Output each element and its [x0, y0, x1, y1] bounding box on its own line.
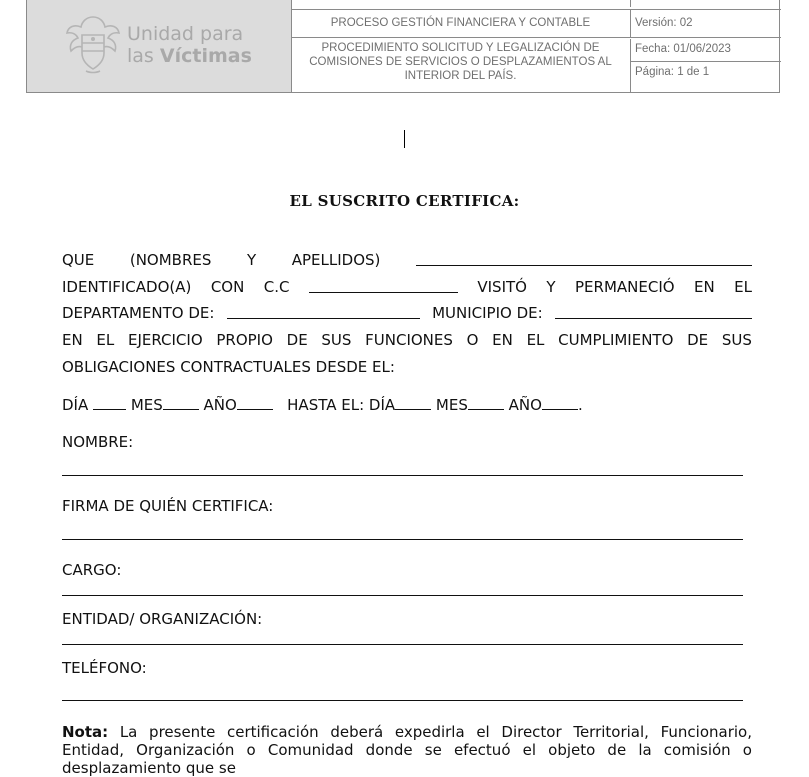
text-cursor: [404, 130, 405, 148]
line-functions: [62, 331, 752, 349]
word: DE: [687, 331, 709, 349]
word: PROPIO: [216, 331, 273, 349]
word: IDENTIFICADO(A): [62, 278, 192, 296]
month-label: MES: [130, 396, 163, 414]
line-obligations: OBLIGACIONES CONTRACTUALES DESDE EL:: [62, 358, 395, 376]
word: QUE: [62, 251, 95, 269]
page-number: Página: 1 de 1: [635, 66, 710, 78]
word: EL: [96, 331, 115, 349]
position-line[interactable]: [62, 595, 743, 596]
year-from-field[interactable]: [237, 395, 273, 410]
word: EN: [492, 331, 513, 349]
until-label: HASTA EL: DÍA: [287, 396, 396, 414]
department-field[interactable]: [227, 304, 420, 319]
line-location: [62, 304, 752, 322]
names-field[interactable]: [416, 251, 752, 266]
municipality-field[interactable]: [555, 304, 752, 319]
logo-line-2-prefix: las: [127, 45, 160, 67]
word: EL: [526, 331, 545, 349]
procedure-name: PROCEDIMIENTO SOLICITUD Y LEGALIZACIÓN DE COMISIONES DE SERVICIOS O DESPLAZAMIENTOS AL INTERIOR DEL PAÍS.: [291, 39, 631, 92]
signature-line[interactable]: [62, 539, 743, 540]
word: EN: [694, 278, 715, 296]
year-to-field[interactable]: [542, 395, 578, 410]
month-from-field[interactable]: [163, 395, 199, 410]
process-name: PROCESO GESTIÓN FINANCIERA Y CONTABLE: [291, 9, 631, 37]
logo-line-2-bold: Víctimas: [159, 45, 252, 67]
period: .: [577, 396, 583, 414]
format-title: [291, 0, 631, 7]
logo-line-2: [127, 45, 252, 67]
day-to-field[interactable]: [395, 395, 431, 410]
phone-line[interactable]: [62, 700, 743, 701]
word: EL: [734, 278, 752, 296]
word: O: [466, 331, 479, 349]
word: EJERCICIO: [127, 331, 203, 349]
note-text: La presente certificación deberá expedirla el Director Territorial, Funcionario, Entidad, Organización o Comunidad donde se efectuó el objeto de la comisión o desplazamiento que se: [62, 723, 752, 777]
id-number-field[interactable]: [309, 278, 458, 293]
logo-cell: [27, 0, 292, 92]
document-version: Versión: 02: [635, 17, 693, 29]
divider: [291, 37, 631, 38]
word: CUMPLIMIENTO: [558, 331, 674, 349]
document-header: [26, 0, 780, 93]
organization-line[interactable]: [62, 644, 743, 645]
line-dates: [62, 395, 752, 414]
organization-label: ENTIDAD/ ORGANIZACIÓN:: [62, 610, 263, 628]
word: SUS: [721, 331, 752, 349]
document-date: Fecha: 01/06/2023: [635, 43, 731, 55]
certificate-title: EL SUSCRITO CERTIFICA:: [289, 192, 520, 210]
word: Y: [546, 278, 556, 296]
line-identification: [62, 278, 752, 296]
name-line[interactable]: [62, 475, 743, 476]
logo-wordmark: [127, 23, 252, 67]
coat-of-arms-icon: [64, 13, 122, 75]
day-label: DÍA: [62, 396, 89, 414]
month-label: MES: [435, 396, 468, 414]
name-label: NOMBRE:: [62, 433, 134, 451]
year-label: AÑO: [203, 396, 237, 414]
day-from-field[interactable]: [93, 395, 126, 410]
word: Y: [246, 251, 257, 269]
year-label: AÑO: [508, 396, 542, 414]
footnote: [62, 723, 752, 777]
month-to-field[interactable]: [468, 395, 504, 410]
word: CON: [210, 278, 245, 296]
line-names: [62, 251, 752, 269]
department-label: DEPARTAMENTO DE:: [62, 304, 215, 322]
word: SUS: [321, 331, 352, 349]
municipality-label: MUNICIPIO DE:: [432, 304, 543, 322]
signature-label: FIRMA DE QUIÉN CERTIFICA:: [62, 497, 274, 515]
word: FUNCIONES: [365, 331, 453, 349]
word: (NOMBRES: [129, 251, 212, 269]
position-label: CARGO:: [62, 561, 122, 579]
word: VISITÓ: [477, 278, 527, 296]
word: APELLIDOS): [291, 251, 381, 269]
note-label: Nota:: [62, 723, 109, 741]
word: EN: [62, 331, 83, 349]
word: PERMANECIÓ: [575, 278, 675, 296]
phone-label: TELÉFONO:: [62, 659, 147, 677]
word: C.C: [263, 278, 290, 296]
word: DE: [286, 331, 308, 349]
logo-line-1: Unidad para: [127, 23, 244, 45]
